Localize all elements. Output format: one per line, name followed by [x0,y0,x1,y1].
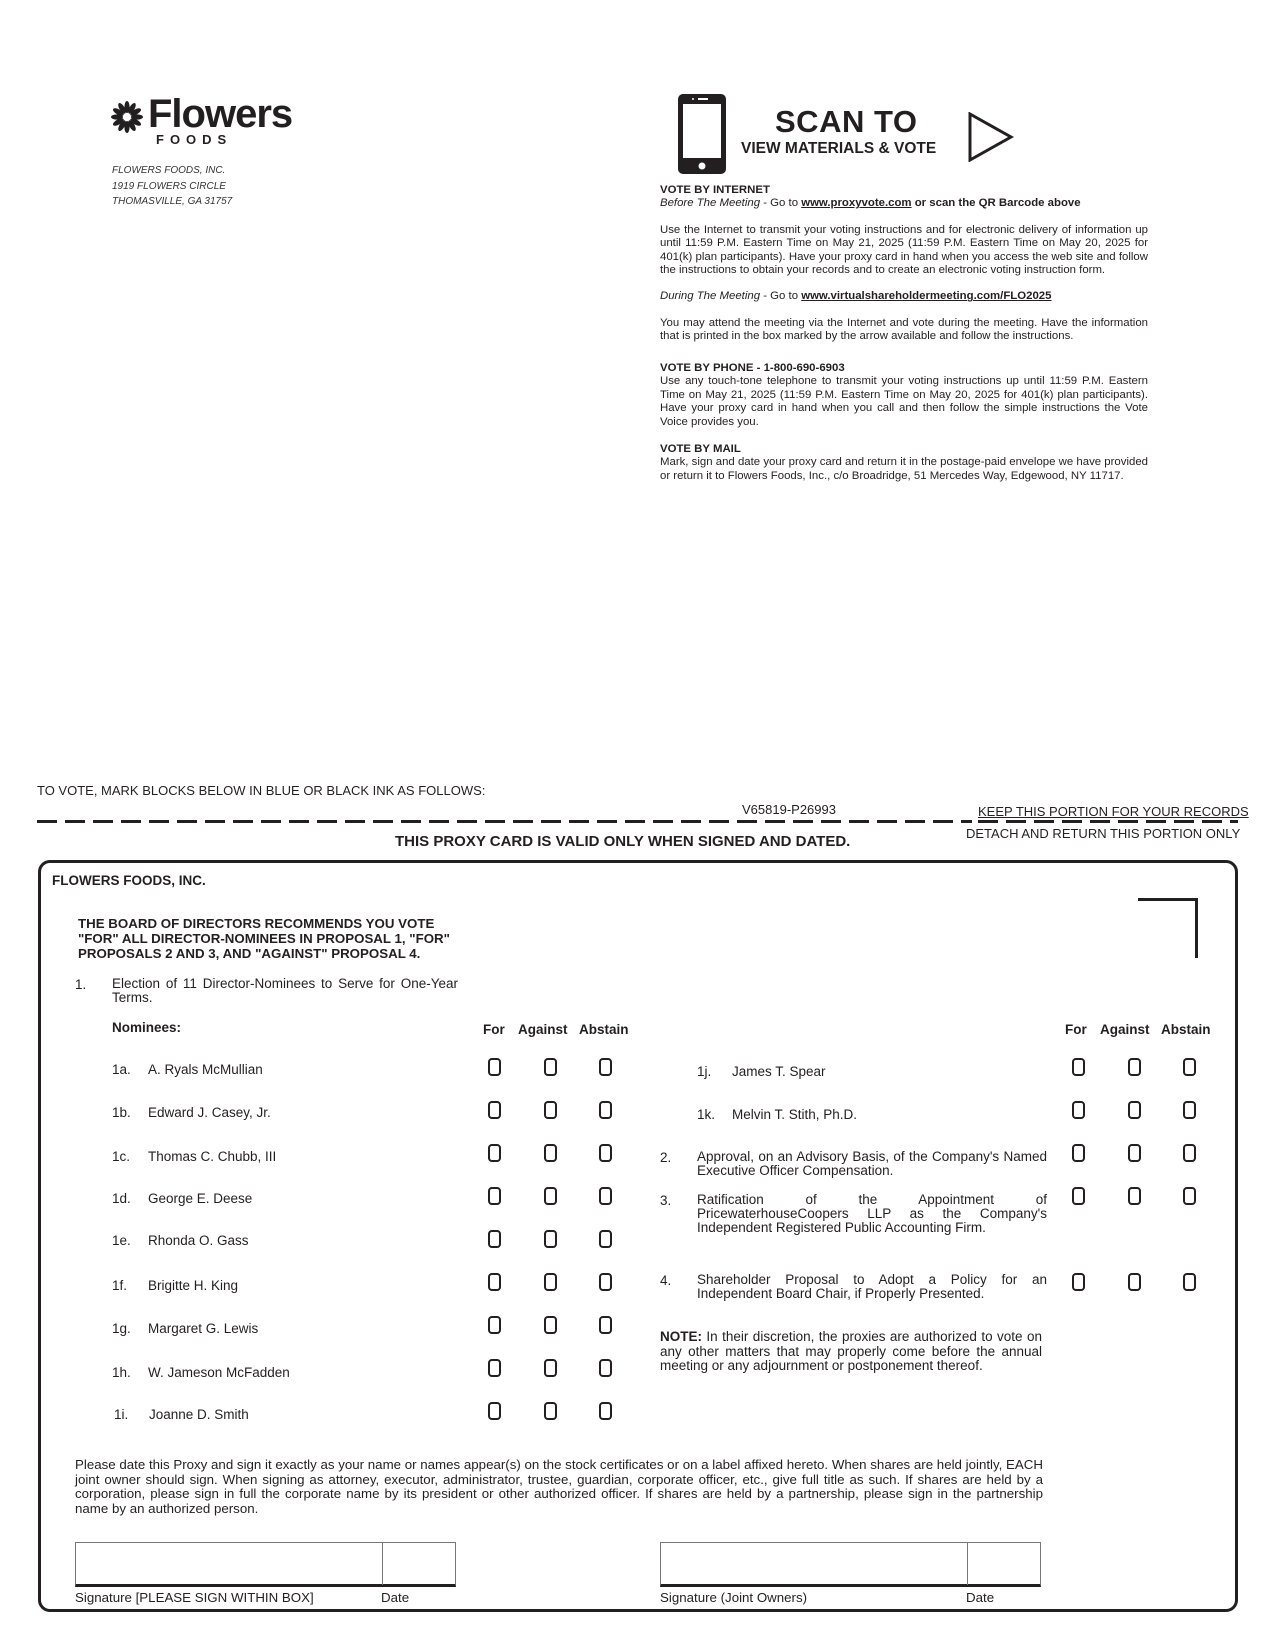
nominee-name: Melvin T. Stith, Ph.D. [732,1107,858,1122]
vote-against-checkbox[interactable] [544,1273,557,1291]
proposal-1-number: 1. [75,977,87,992]
address-line: THOMASVILLE, GA 31757 [112,196,233,207]
vote-abstain-checkbox[interactable] [1183,1187,1196,1205]
vote-for-checkbox[interactable] [488,1058,501,1076]
address-line: FLOWERS FOODS, INC. [112,165,226,176]
detach-dashed-line-right [978,820,1238,823]
nominee-name: W. Jameson McFadden [148,1365,290,1380]
scan-title: SCAN TO [775,104,918,139]
logo-wordmark: Flowers [148,92,293,136]
play-arrow-icon [968,112,1014,162]
vote-by-internet-section [660,184,1148,344]
vote-abstain-checkbox[interactable] [1183,1101,1196,1119]
nominee-id: 1a. [112,1062,131,1077]
vote-against-checkbox[interactable] [544,1144,557,1162]
nominee-id: 1j. [697,1064,712,1079]
proposal-1-text: Election of 11 Director-Nominees to Serve for One-Year Terms. [112,976,458,1005]
nominee-id: 1c. [112,1149,131,1164]
vote-abstain-checkbox[interactable] [599,1058,612,1076]
vote-against-checkbox[interactable] [544,1230,557,1248]
vote-for-checkbox[interactable] [1072,1144,1085,1162]
proposal-2-number: 2. [660,1150,672,1165]
nominee-id: 1b. [112,1105,131,1120]
corner-marker [1138,898,1198,958]
note-text: In their discretion, the proxies are authorized to vote on any other matters that may properly come before the annual meeting or any adjournment or postponement thereof. [660,1329,1042,1373]
vote-abstain-checkbox[interactable] [599,1402,612,1420]
board-recommendation: THE BOARD OF DIRECTORS RECOMMENDS YOU VOTE "FOR" ALL DIRECTOR-NOMINEES IN PROPOSAL 1, "FOR" PROPOSALS 2 AND 3, AND "AGAINST" PROPOSAL 4. [78,916,450,961]
proposal-4-number: 4. [660,1273,672,1288]
joint-date-label: Date [966,1590,995,1605]
column-header-abstain: Abstain [579,1022,629,1037]
scan-subtitle: VIEW MATERIALS & VOTE [741,140,937,157]
vote-mail-heading: VOTE BY MAIL [660,443,741,455]
vote-mail-body: Mark, sign and date your proxy card and return it in the postage-paid envelope we have provided or return it to Flowers Foods, Inc., c/o Broadridge, 51 Mercedes Way, Edgewood, NY 11717. [660,456,1148,482]
nominee-id: 1h. [112,1365,131,1380]
vote-for-checkbox[interactable] [1072,1273,1085,1291]
signature-label: Signature [PLEASE SIGN WITHIN BOX] [75,1590,314,1605]
vote-abstain-checkbox[interactable] [599,1273,612,1291]
vote-against-checkbox[interactable] [1128,1101,1141,1119]
nominee-id: 1i. [114,1407,129,1422]
mark-instructions: TO VOTE, MARK BLOCKS BELOW IN BLUE OR BLACK INK AS FOLLOWS: [37,783,486,798]
vote-against-checkbox[interactable] [544,1187,557,1205]
vote-against-checkbox[interactable] [1128,1187,1141,1205]
note-label: NOTE: [660,1329,702,1344]
column-header-for: For [483,1022,505,1037]
vote-abstain-checkbox[interactable] [599,1359,612,1377]
during-meeting-body: You may attend the meeting via the Internet and vote during the meeting. Have the information that is printed in the box marked by the arrow available and follow the instructions. [660,316,1148,343]
vote-abstain-checkbox[interactable] [599,1101,612,1119]
logo-subtitle: FOODS [156,132,233,147]
vote-by-mail-section [660,443,1148,483]
nominee-name: A. Ryals McMullian [148,1062,263,1077]
before-meeting-line: Before The Meeting - Go to www.proxyvote.com or scan the QR Barcode above [660,197,1081,210]
detach-dashed-line [37,820,972,823]
vote-against-checkbox[interactable] [544,1101,557,1119]
vote-for-checkbox[interactable] [1072,1058,1085,1076]
smartphone-icon [678,94,726,174]
vote-against-checkbox[interactable] [1128,1058,1141,1076]
proxyvote-link[interactable]: www.proxyvote.com [801,197,912,210]
valid-notice: THIS PROXY CARD IS VALID ONLY WHEN SIGNED AND DATED. [395,833,851,850]
nominee-name: George E. Deese [148,1191,253,1206]
nominee-name: Thomas C. Chubb, III [148,1149,277,1164]
proxy-note [660,1330,1042,1374]
nominee-id: 1g. [112,1321,131,1336]
vote-internet-body: Use the Internet to transmit your voting instructions and for electronic delivery of information up until 11:59 P.M. Eastern Time on May 21, 2025 (11:59 P.M. Eastern Time on May 20, 2025 for 401(k) plan participants). Have your proxy card in hand when you access the web site and follow the instructions to obtain your records and to create an electronic voting instruction form. [660,223,1148,277]
joint-date-field[interactable] [967,1543,1041,1585]
vote-abstain-checkbox[interactable] [599,1316,612,1334]
proposal-3-number: 3. [660,1193,672,1208]
vote-against-checkbox[interactable] [544,1058,557,1076]
date-label: Date [381,1590,410,1605]
card-company-name: FLOWERS FOODS, INC. [52,873,206,888]
detach-return-label: DETACH AND RETURN THIS PORTION ONLY [966,826,1241,841]
vote-against-checkbox[interactable] [544,1402,557,1420]
proposal-2-text: Approval, on an Advisory Basis, of the Company's Named Executive Officer Compensation. [697,1149,1047,1178]
joint-signature-label: Signature (Joint Owners) [660,1590,808,1605]
proposal-4-text: Shareholder Proposal to Adopt a Policy for an Independent Board Chair, if Properly Presented. [697,1272,1047,1301]
nominee-name: James T. Spear [732,1064,826,1079]
vote-abstain-checkbox[interactable] [1183,1273,1196,1291]
vote-internet-heading: VOTE BY INTERNET [660,184,770,196]
flower-logo-icon [110,100,144,134]
column-header-against: Against [1100,1022,1150,1037]
nominee-id: 1f. [112,1278,128,1293]
nominee-id: 1e. [112,1233,131,1248]
vote-for-checkbox[interactable] [1072,1187,1085,1205]
flowers-foods-logo [110,92,310,156]
vote-for-checkbox[interactable] [488,1273,501,1291]
vote-by-phone-section [660,362,1148,429]
joint-signature-field[interactable] [660,1542,1041,1587]
nominee-id: 1k. [697,1107,716,1122]
during-meeting-line: During The Meeting - Go to www.virtualshareholdermeeting.com/FLO2025 [660,290,1052,303]
vote-against-checkbox[interactable] [544,1316,557,1334]
nominee-id: 1d. [112,1191,131,1206]
signature-field[interactable] [75,1542,456,1587]
virtual-meeting-link[interactable]: www.virtualshareholdermeeting.com/FLO2025 [801,290,1052,303]
nominees-heading: Nominees: [112,1020,182,1035]
vote-abstain-checkbox[interactable] [599,1144,612,1162]
vote-for-checkbox[interactable] [488,1101,501,1119]
keep-portion-label: KEEP THIS PORTION FOR YOUR RECORDS [978,804,1249,819]
vote-against-checkbox[interactable] [544,1359,557,1377]
column-header-for: For [1065,1022,1087,1037]
nominee-name: Rhonda O. Gass [148,1233,249,1248]
vote-phone-heading: VOTE BY PHONE - 1-800-690-6903 [660,362,845,374]
vote-for-checkbox[interactable] [488,1402,501,1420]
nominee-name: Brigitte H. King [148,1278,239,1293]
date-field[interactable] [382,1543,456,1585]
vote-abstain-checkbox[interactable] [599,1187,612,1205]
vote-abstain-checkbox[interactable] [599,1230,612,1248]
vote-abstain-checkbox[interactable] [1183,1144,1196,1162]
vote-for-checkbox[interactable] [488,1187,501,1205]
signing-instructions: Please date this Proxy and sign it exactly as your name or names appear(s) on the stock certificates or on a label affixed hereto. When shares are held jointly, EACH joint owner should sign. When signing as attorney, executor, administrator, trustee, guardian, corporate officer, etc., give full title as such. If shares are held by a corporation, please sign in full the corporate name by its president or other authorized officer. If shares are held by a partnership, please sign in the partnership name by an authorized person. [75,1457,1043,1516]
vote-for-checkbox[interactable] [488,1230,501,1248]
vote-for-checkbox[interactable] [488,1359,501,1377]
vote-phone-body: Use any touch-tone telephone to transmit your voting instructions up until 11:59 P.M. Eastern Time on May 21, 2025 (11:59 P.M. Eastern Time on May 20, 2025 for 401(k) plan participants). Have your proxy card in hand when you call and then follow the simple instructions the Vote Voice provides you. [660,375,1148,428]
nominee-name: Margaret G. Lewis [148,1321,259,1336]
nominee-name: Joanne D. Smith [149,1407,249,1422]
control-number: V65819-P26993 [742,802,836,817]
vote-abstain-checkbox[interactable] [1183,1058,1196,1076]
company-address [112,163,232,210]
vote-for-checkbox[interactable] [488,1316,501,1334]
column-header-against: Against [518,1022,568,1037]
address-line: 1919 FLOWERS CIRCLE [112,180,226,192]
column-header-abstain: Abstain [1161,1022,1211,1037]
vote-against-checkbox[interactable] [1128,1273,1141,1291]
vote-for-checkbox[interactable] [488,1144,501,1162]
nominee-name: Edward J. Casey, Jr. [148,1105,271,1120]
proposal-3-text: Ratification of the Appointment of PricewaterhouseCoopers LLP as the Company's Independent Registered Public Accounting Firm. [697,1192,1047,1235]
vote-for-checkbox[interactable] [1072,1101,1085,1119]
vote-against-checkbox[interactable] [1128,1144,1141,1162]
